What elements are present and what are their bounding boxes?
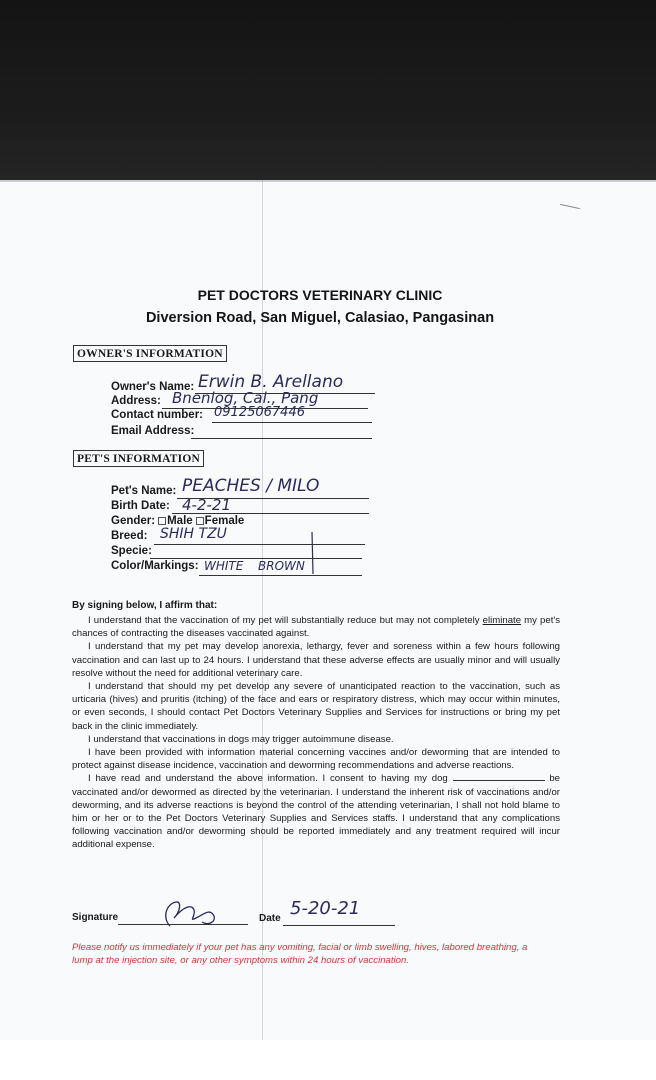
gender-female-label: Female	[204, 515, 245, 527]
color-markings-label: Color/Markings:	[111, 560, 199, 572]
owner-email-line	[191, 438, 372, 439]
female-checkbox[interactable]	[196, 517, 204, 525]
owner-section-heading: OWNER'S INFORMATION	[73, 345, 227, 362]
breed-label: Breed:	[111, 530, 148, 542]
clinic-address: Diversion Road, San Miguel, Calasiao, Pangasinan	[145, 310, 495, 326]
date-line	[283, 925, 395, 926]
signature-scrawl	[152, 896, 222, 932]
consent-p1-text: I understand that the vaccination of my pet will substantially reduce but may not completely	[88, 615, 483, 626]
owner-name-value[interactable]: Erwin B. Arellano	[198, 372, 344, 392]
consent-paragraph-3: I understand that should my pet develop any severe of unanticipated reaction to the vaccination, such as urticaria (hives) and pruritis (itching) of the face and ears or respiratory distress, which may occur within minutes, or even seconds, I should contact Pet Doctors Veterinary Supplies and Services for instructions or bring my pet back in the clinic immediately.	[72, 681, 560, 732]
gender-label: Gender:	[111, 515, 156, 527]
birth-date-value[interactable]: 4-2-21	[182, 496, 231, 514]
color-value-brown[interactable]: BROWN	[258, 559, 305, 573]
consent-paragraph-6	[72, 772, 560, 851]
owner-contact-value[interactable]: 09125067446	[214, 405, 305, 420]
consent-paragraph-5: I have been provided with information material concerning vaccines and/or deworming that are intended to protect against disease incidence, vaccination and deworming recommendations and adverse reactions.	[72, 747, 560, 772]
owner-contact-line	[212, 422, 372, 423]
signature-label: Signature	[72, 912, 119, 923]
consent-paragraph-1	[72, 614, 560, 640]
consent-p1-underlined: eliminate	[482, 615, 522, 626]
consent-p1-text-end: my pet's chances of contracting the diseases vaccinated against.	[72, 615, 560, 640]
owner-name-label: Owner's Name:	[111, 381, 195, 393]
breed-value[interactable]: SHIH TZU	[160, 526, 227, 542]
paper-fold-line	[262, 180, 263, 1040]
owner-address-value[interactable]: Bnenlog, Cal., Pang	[172, 389, 319, 407]
specie-label: Specie:	[111, 545, 152, 557]
consent-p6-text: I have read and understand the above information. I consent to having my dog	[88, 773, 453, 785]
owner-email-label: Email Address:	[111, 425, 195, 437]
color-markings-line	[199, 575, 362, 576]
date-value[interactable]: 5-20-21	[290, 898, 361, 919]
vaccination-notice: Please notify us immediately if your pet has any vomiting, facial or limb swelling, hives, labored breathing, a lump at the injection site, or any other symptoms within 24 hours of vaccination.	[72, 942, 528, 966]
dog-name-blank[interactable]	[453, 772, 545, 781]
affirm-intro: By signing below, I affirm that:	[72, 600, 218, 611]
scanner-background	[0, 0, 656, 192]
consent-body	[72, 614, 560, 852]
date-label: Date	[259, 913, 281, 924]
male-checkbox[interactable]	[158, 517, 166, 525]
owner-contact-label: Contact number:	[111, 409, 203, 421]
pet-section-heading: PET'S INFORMATION	[73, 450, 204, 467]
gender-male-label: Male	[167, 515, 193, 527]
color-value-white[interactable]: WHITE	[204, 559, 244, 573]
handwritten-stroke	[308, 530, 318, 576]
pet-name-value[interactable]: PEACHES / MILO	[182, 476, 320, 496]
birth-date-label: Birth Date:	[111, 500, 170, 512]
consent-paragraph-2: I understand that my pet may develop anorexia, lethargy, fever and soreness within a few hours following vaccination and can last up to 24 hours. I understand that these adverse effects are usually minor and will usually resolve without the need for additional veterinary care.	[72, 641, 560, 679]
clinic-name: PET DOCTORS VETERINARY CLINIC	[197, 287, 443, 303]
breed-line	[154, 544, 365, 545]
consent-paragraph-4: I understand that vaccinations in dogs may trigger autoimmune disease.	[88, 733, 394, 745]
owner-address-label: Address:	[111, 395, 161, 407]
pet-name-label: Pet's Name:	[111, 485, 177, 497]
consent-p6-text-end: be vaccinated and/or dewormed as directed by the veterinarian. I understand the inherent risk of vaccinations and/or deworming, and its adverse reactions is beyond the control of the attending veterinarian, I shall not hold blame to him or her or to the Pet Doctors Veterinary Supplies and Services staffs. I understand that any complications following vaccination and/or deworming should be reported immediately and any treatment required will incur additional expense.	[72, 773, 560, 851]
page-margin	[0, 1040, 656, 1080]
